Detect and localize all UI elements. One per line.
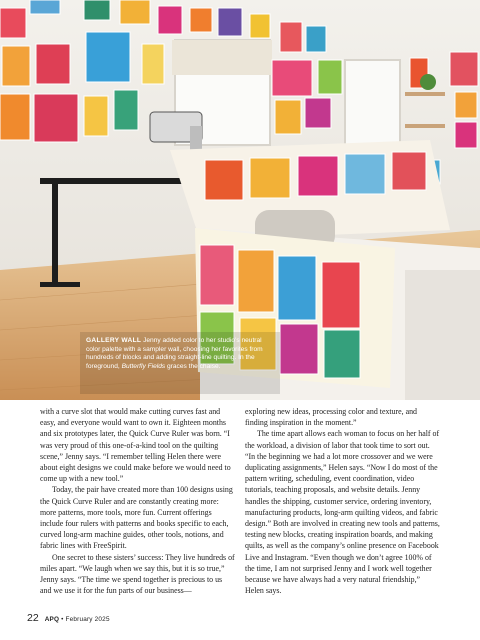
page-number: 22	[27, 612, 39, 624]
paragraph: The time apart allows each woman to focus on her half of the workload, a division of labor that took time to sort out. “In the beginning we had a lot more crossover and we were duplicating assignments,” Helen says. “Now I do most of the pattern writing, scheduling, event coordination, video tutorials, teaching proposals, and website details. Jenny handles the shipping, customer service, ordering inventory, manufacturing products, long-arm quilting videos, and fabric design.” Both are involved in creating new tools and patterns, testing new blocks, creating inspiration boards, and making quilts, as well as the company’s online presence on Facebook Live and Instagram. “Even though we don’t agree 100% of the time, I am not surprised Jenny and I work well together because we have always had a very natural friendship,” Helen says.	[245, 429, 440, 596]
paragraph: exploring new ideas, processing color and texture, and finding inspiration in the moment.”	[245, 407, 418, 428]
caption-lead: GALLERY WALL	[86, 337, 142, 344]
caption-quilt-name: Butterfly Fields	[121, 362, 166, 370]
caption-text-before: Jenny added color to her studio's neutral color palette with a sampler wall, choosing her favorites from hundreds of blocks and adding straight-line quilting. In the foreground,	[86, 337, 263, 370]
page-footer	[27, 612, 110, 624]
issue-date: • February 2025	[59, 616, 110, 623]
magazine-issue	[45, 616, 110, 623]
paragraph: with a curve slot that would make cutting curves fast and easy, and everyone would want to own it. Eighteen months and six prototypes later, the Quick Curve Ruler was born. “I was very proud of this one-of-a-kind tool on the quilting scene,” Jenny says. “I remember telling Helen there were about eight designs we could make before we would need to come up with a new tool.”	[40, 407, 231, 484]
caption-text-after: graces the chaise.	[165, 362, 221, 370]
article-column-left	[40, 406, 235, 596]
article-column-right	[245, 406, 440, 596]
photo-caption	[86, 337, 271, 371]
paragraph: Today, the pair have created more than 100 designs using the Quick Curve Ruler and are constantly creating more: more patterns, more tools, more fun. Current offerings include four rulers with patterns and books specific to each, curved long-arm machine guides, other tools, notions, and fabric lines with FreeSpirit.	[40, 485, 233, 551]
magazine-name: APQ	[44, 616, 60, 623]
paragraph: One secret to these sisters’ success: They live hundreds of miles apart. “We laugh when we say this, but it is so true,” Jenny says. “The time we spend together is precious to us and we use it for the fun parts of our business—	[40, 552, 235, 596]
